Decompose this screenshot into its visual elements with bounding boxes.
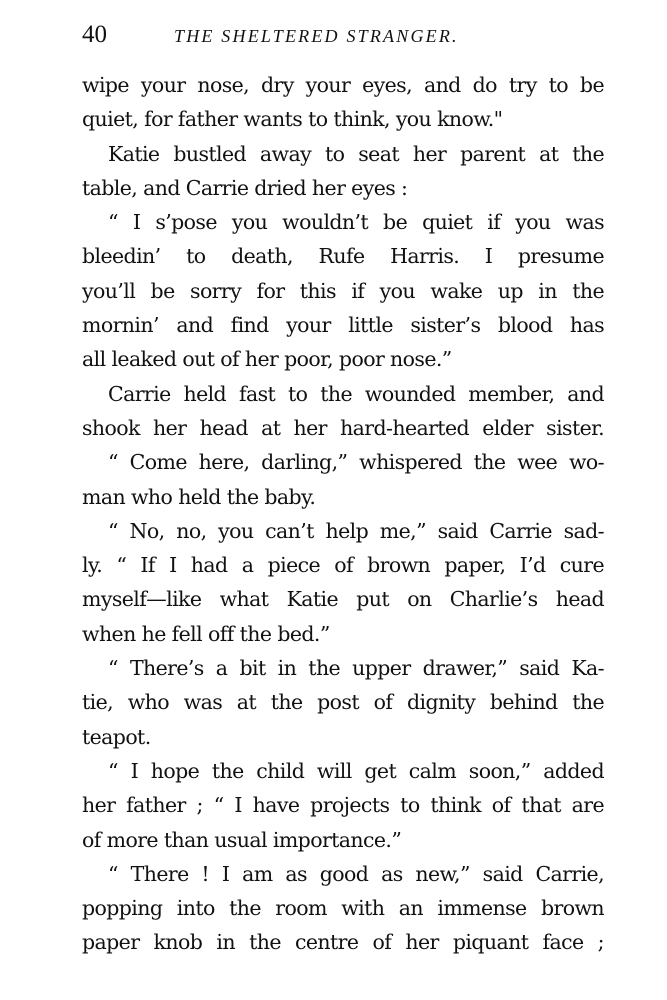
text-line: “ There ! I am as good as new,” said Carrie, <box>108 861 604 886</box>
running-head: THE SHELTERED STRANGER. <box>174 26 459 46</box>
text-line: “ There’s a bit in the upper drawer,” said Ka- <box>108 656 604 681</box>
text-line: ly. “ If I had a piece of brown paper, I’d cure <box>82 553 604 578</box>
body-text <box>82 68 604 960</box>
text-line: bleedin’ to death, Rufe Harris. I presume <box>82 244 604 269</box>
text-line: of more than usual importance.” <box>82 827 402 852</box>
text-line: “ I s’pose you wouldn’t be quiet if you was <box>108 210 604 235</box>
text-line: all leaked out of her poor, poor nose.” <box>82 347 452 372</box>
text-line: her father ; “ I have projects to think of that are <box>82 793 604 818</box>
text-line: popping into the room with an immense brown <box>82 896 604 921</box>
text-line: wipe your nose, dry your eyes, and do try to be <box>82 73 604 97</box>
text-line: tie, who was at the post of dignity behind the <box>82 690 604 715</box>
text-line: mornin’ and find your little sister’s blood has <box>82 313 604 338</box>
text-line: myself—like what Katie put on Charlie’s head <box>82 587 604 612</box>
text-line: teapot. <box>82 724 151 749</box>
page-header <box>82 18 604 54</box>
text-line: Carrie held fast to the wounded member, and <box>108 381 604 406</box>
text-line: “ No, no, you can’t help me,” said Carrie sad- <box>108 518 604 543</box>
text-line: shook her head at her hard-hearted elder sister. <box>82 415 604 440</box>
text-line: paper knob in the centre of her piquant face ; <box>82 930 604 955</box>
text-line: you’ll be sorry for this if you wake up in the <box>82 278 604 303</box>
text-line: quiet, for father wants to think, you know." <box>82 107 503 132</box>
text-line: table, and Carrie dried her eyes : <box>82 175 408 200</box>
text-line: man who held the baby. <box>82 484 316 509</box>
text-line: “ I hope the child will get calm soon,” added <box>108 758 604 783</box>
text-line: when he fell off the bed.” <box>82 621 330 646</box>
page-number: 40 <box>82 21 107 48</box>
text-line: Katie bustled away to seat her parent at the <box>108 141 604 166</box>
text-line: “ Come here, darling,” whispered the wee wo- <box>108 450 604 475</box>
